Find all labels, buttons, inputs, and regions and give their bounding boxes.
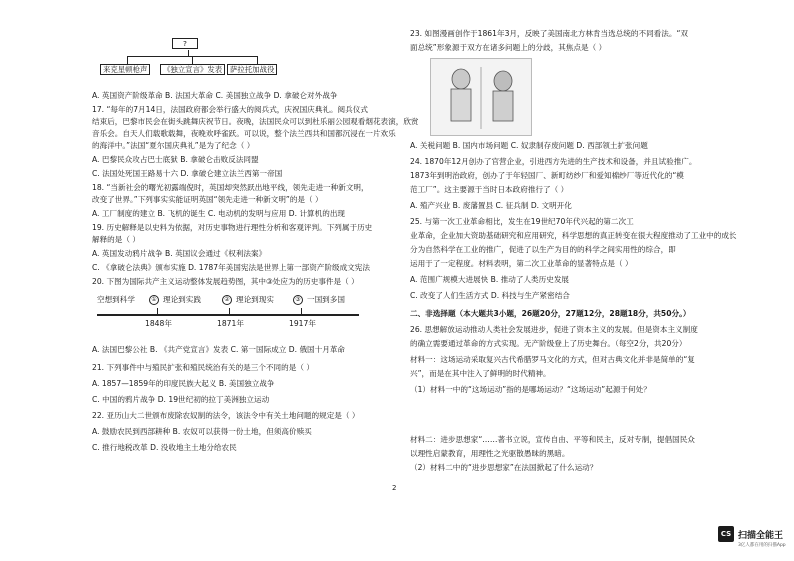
question-17-text: 结束后，巴黎市民会在街头跳舞庆祝节日。夜晚，法国民众可以到杜乐丽公园观看烟花表演，欣赏 (92, 117, 419, 126)
question-22-options: A. 鼓励农民到西部耕种 B. 农奴可以获得一份土地，但须高价赎买 (92, 427, 312, 436)
question-26-part-1: （1）材料一中的“这场运动”指的是哪场运动？“这场运动”起源于何处？ (410, 385, 651, 394)
material-2: 材料二：进步思想家“……著书立说，宣传自由、平等和民主，反对专制，提倡国民众 (410, 435, 695, 444)
question-26-part-2: （2）材料二中的“进步思想家”在法国掀起了什么运动？ (410, 463, 598, 472)
diagram-item-box (160, 64, 225, 75)
timeline-stage: 理论到实践 (163, 295, 201, 304)
timeline-marker: ① (149, 295, 159, 305)
two-faced-president-cartoon (430, 58, 532, 136)
timeline-tick (301, 308, 302, 315)
page-number: 2 (392, 484, 397, 492)
question-25-options: A. 范围广规模大进展快 B. 推动了人类历史发展 (410, 275, 570, 284)
camscanner-name: 扫描全能王 (738, 530, 784, 541)
question-24-options: A. 殖产兴业 B. 废藩置县 C. 征兵制 D. 文明开化 (410, 201, 572, 210)
question-23-text: 面总统”形象源于双方在诸多问题上的分歧，其焦点是（ ） (410, 43, 607, 52)
question-21-options: A. 1857—1859年的印度民族大起义 B. 美国独立战争 (92, 379, 275, 388)
question-21-stem: 21. 下列事件中与殖民扩张和殖民统治有关的是三个不同的是（ ） (92, 363, 314, 372)
question-18-stem: 18. “当新社会的曙光初露端倪时，英国却突然跃出地平线，领先走进一种新文明， (92, 183, 369, 192)
question-24-stem: 24. 1870年12月创办了官营企业，引进西方先进的生产技术和设备，并且试验推广。 (410, 157, 697, 166)
question-24-text: 范工厂”。这主要源于当时日本政府推行了（ ） (410, 185, 569, 194)
diagram-item-label: 《独立宣言》发表 (163, 65, 223, 74)
question-18-text: 改变了世界。”下列事实实能证明英国“领先走进一种新文明”的是（ ） (92, 195, 323, 204)
question-23-stem: 23. 如图漫画创作于1861年3月，反映了美国南北方林肯当选总统的不同看法。“双 (410, 29, 688, 38)
scanner-watermark (718, 526, 786, 548)
timeline-axis (97, 314, 359, 316)
material-1: 兴”，而是在其中注入了鲜明的时代精神。 (410, 369, 551, 378)
cartoon-illustration (431, 59, 531, 135)
question-25-text: 运用于了一定程度。材料表明，第二次工业革命的显著特点是（ ） (410, 259, 633, 268)
question-23-options: A. 关税问题 B. 国内市场问题 C. 奴隶制存废问题 D. 西部领土扩张问题 (410, 141, 648, 150)
question-17-stem: 17. “每年的7月14日，法国政府都会举行盛大的阅兵式，庆祝国庆典礼。阅兵仪式 (92, 105, 368, 114)
timeline-tick (157, 308, 158, 315)
question-25-stem: 25. 与第一次工业革命相比，发生在19世纪70年代兴起的第二次工 (410, 217, 634, 226)
camscanner-logo: CS (718, 526, 734, 542)
timeline-stage: 理论到现实 (236, 295, 274, 304)
question-19-text: 解释的是（ ） (92, 235, 140, 244)
question-22-options: C. 推行地税改革 D. 没收地主土地分给农民 (92, 443, 237, 452)
question-21-options: C. 中国的鸦片战争 D. 19世纪初的拉丁美洲独立运动 (92, 395, 270, 404)
diagram-top-label: ? (183, 39, 187, 48)
timeline-figure (97, 290, 367, 330)
question-17-options: A. 巴黎民众攻占巴士底狱 B. 拿破仑击败反法同盟 (92, 155, 259, 164)
question-17-text: 音乐会。自天人们载歌载舞，夜晚欢呼雀跃。可以说，整个法兰西共和国都沉浸在一片欢乐 (92, 129, 396, 138)
question-26-text: 的确立需要通过革命的方式实现。无产阶级登上了历史舞台。（每空2分，共20分） (410, 339, 687, 348)
timeline-tick (229, 308, 230, 315)
timeline-stage: 空想到科学 (97, 295, 135, 304)
timeline-marker: ② (222, 295, 232, 305)
diagram-item-box (100, 64, 150, 75)
question-25-text: 分为自然科学在工业的推广，促进了以生产为目的的科学之间实用性的综合，即 (410, 245, 676, 254)
timeline-marker: ③ (293, 295, 303, 305)
question-20-stem: 20. 下图为国际共产主义运动整体发展趋势图，其中③处应为的历史事件是（ ） (92, 277, 359, 286)
question-19-stem: 19. 历史解释是以史料为依据，对历史事物进行理性分析和客观评判。下列属于历史 (92, 223, 373, 232)
material-1: 材料一：这场运动采取复兴古代希腊罗马文化的方式，但对古典文化并非是简单的“复 (410, 355, 695, 364)
question-26-stem: 26. 思想解放运动推动人类社会发展进步，促进了资本主义的发展。但是资本主义制度 (410, 325, 698, 334)
diagram-connector (192, 56, 193, 64)
question-24-text: 1873年到明治政府，创办了于年轻国厂、新町纺纱厂和爱知棉纱厂等近代化的“模 (410, 171, 684, 180)
timeline-year: 1917年 (289, 319, 316, 328)
section-heading: 二、非选择题（本大题共3小题，26题20分，27题12分，28题18分，共50分。） (410, 309, 691, 318)
question-20-options: A. 法国巴黎公社 B. 《共产党宣言》发表 C. 第一国际成立 D. 俄国十月革命 (92, 345, 346, 354)
diagram-top-box (172, 38, 198, 49)
diagram-connector (127, 56, 128, 64)
camscanner-tagline: 3亿人都在用的扫描App (738, 543, 786, 548)
question-19-options: C. 《拿破仑法典》颁布实施 D. 1787年美国宪法是世界上第一部资产阶级成文宪法 (92, 263, 370, 272)
question-25-options: C. 改变了人们生活方式 D. 科技与生产紧密结合 (410, 291, 570, 300)
diagram-item-box (227, 64, 277, 75)
timeline-year: 1871年 (217, 319, 244, 328)
question-22-stem: 22. 亚历山大二世颁布废除农奴制的法令，该法令中有关土地问题的规定是（ ） (92, 411, 360, 420)
question-18-options: A. 工厂制度的建立 B. 飞机的诞生 C. 电动机的发明与应用 D. 计算机的出现 (92, 209, 346, 218)
diagram-item-label: 来克星顿枪声 (103, 65, 148, 74)
question-25-text: 业革命，企业加大资助基础研究和应用研究，科学思想的真正转变在很大程度推动了工业中的成长 (410, 231, 737, 240)
question-19-options: A. 英国发动鸦片战争 B. 英国议会通过《权利法案》 (92, 249, 267, 258)
material-2: 以理性启蒙教育，用理性之光驱散愚昧的黑暗。 (410, 449, 570, 458)
question-17-text: 的海洋中。”法国“夏尔国庆典礼”是为了纪念（ ） (92, 141, 255, 150)
diagram-item-label: 萨拉托加战役 (230, 65, 275, 74)
timeline-stage: 一国到多国 (307, 295, 345, 304)
diagram-connector (257, 56, 258, 64)
timeline-year: 1848年 (145, 319, 172, 328)
answer-options: A. 英国资产阶级革命 B. 法国大革命 C. 美国独立战争 D. 拿破仑对外战争 (92, 91, 338, 100)
question-17-options: C. 法国处死国王路易十六 D. 拿破仑建立法兰西第一帝国 (92, 169, 283, 178)
